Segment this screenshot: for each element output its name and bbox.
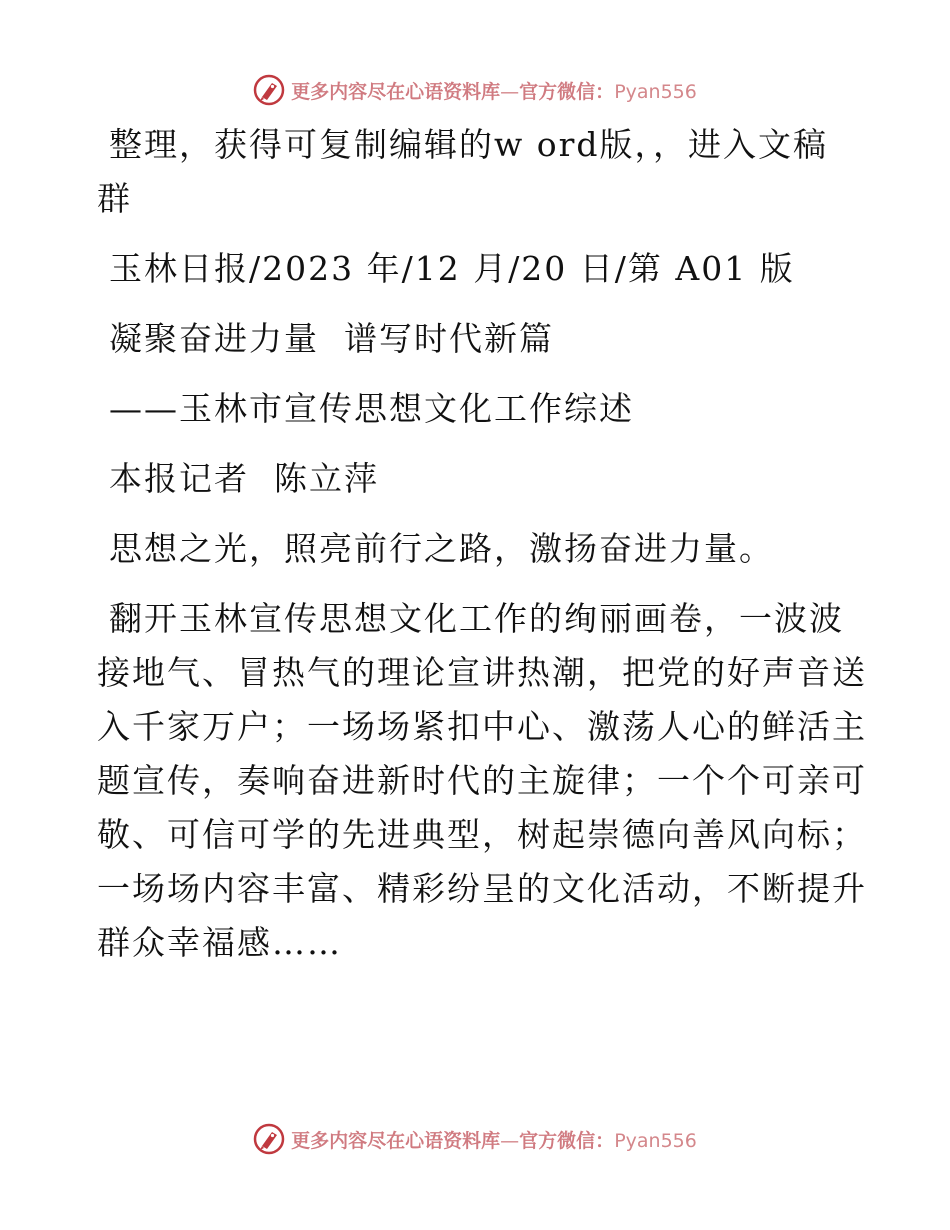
body-line-1: 翻开玉林宣传思想文化工作的绚丽画卷，一波波 bbox=[109, 599, 844, 638]
document-body bbox=[97, 118, 867, 970]
subheadline: ——玉林市宣传思想文化工作综述 bbox=[109, 389, 634, 428]
pen-nib-logo-icon bbox=[253, 74, 285, 106]
notice-line-1: 整理，获得可复制编辑的w ord版，，进入文稿 bbox=[109, 125, 829, 164]
watermark-wechat-id: Pyan556 bbox=[614, 80, 697, 103]
watermark-brand: 更多内容尽在心语资料库 bbox=[291, 80, 501, 103]
notice-line-2: 群 bbox=[97, 179, 132, 218]
body-line-6: 一场场内容丰富、精彩纷呈的文化活动，不断提升 bbox=[97, 869, 867, 908]
body-line-4: 题宣传，奏响奋进新时代的主旋律；一个个可亲可 bbox=[97, 761, 867, 800]
watermark-wechat-label: 官方微信： bbox=[519, 80, 615, 103]
footer-watermark-banner bbox=[0, 1119, 950, 1159]
watermark-text bbox=[291, 77, 697, 104]
header-watermark-banner bbox=[0, 70, 950, 110]
body-line-2: 接地气、冒热气的理论宣讲热潮，把党的好声音送 bbox=[97, 653, 867, 692]
watermark-wechat-label: 官方微信： bbox=[519, 1129, 615, 1152]
headline: 凝聚奋进力量 谱写时代新篇 bbox=[109, 319, 554, 358]
lead-paragraph: 思想之光，照亮前行之路，激扬奋进力量。 bbox=[109, 529, 774, 568]
watermark-separator: — bbox=[500, 80, 520, 103]
watermark-text bbox=[291, 1126, 697, 1153]
watermark-wechat-id: Pyan556 bbox=[614, 1129, 697, 1152]
source-line: 玉林日报/2023 年/12 月/20 日/第 A01 版 bbox=[109, 249, 795, 288]
watermark-brand: 更多内容尽在心语资料库 bbox=[291, 1129, 501, 1152]
pen-nib-logo-icon bbox=[253, 1123, 285, 1155]
byline: 本报记者 陈立萍 bbox=[109, 459, 379, 498]
body-line-3: 入千家万户；一场场紧扣中心、激荡人心的鲜活主 bbox=[97, 707, 867, 746]
body-line-5: 敬、可信可学的先进典型，树起崇德向善风向标； bbox=[97, 815, 867, 854]
watermark-separator: — bbox=[500, 1129, 520, 1152]
body-line-7: 群众幸福感…… bbox=[97, 923, 342, 962]
